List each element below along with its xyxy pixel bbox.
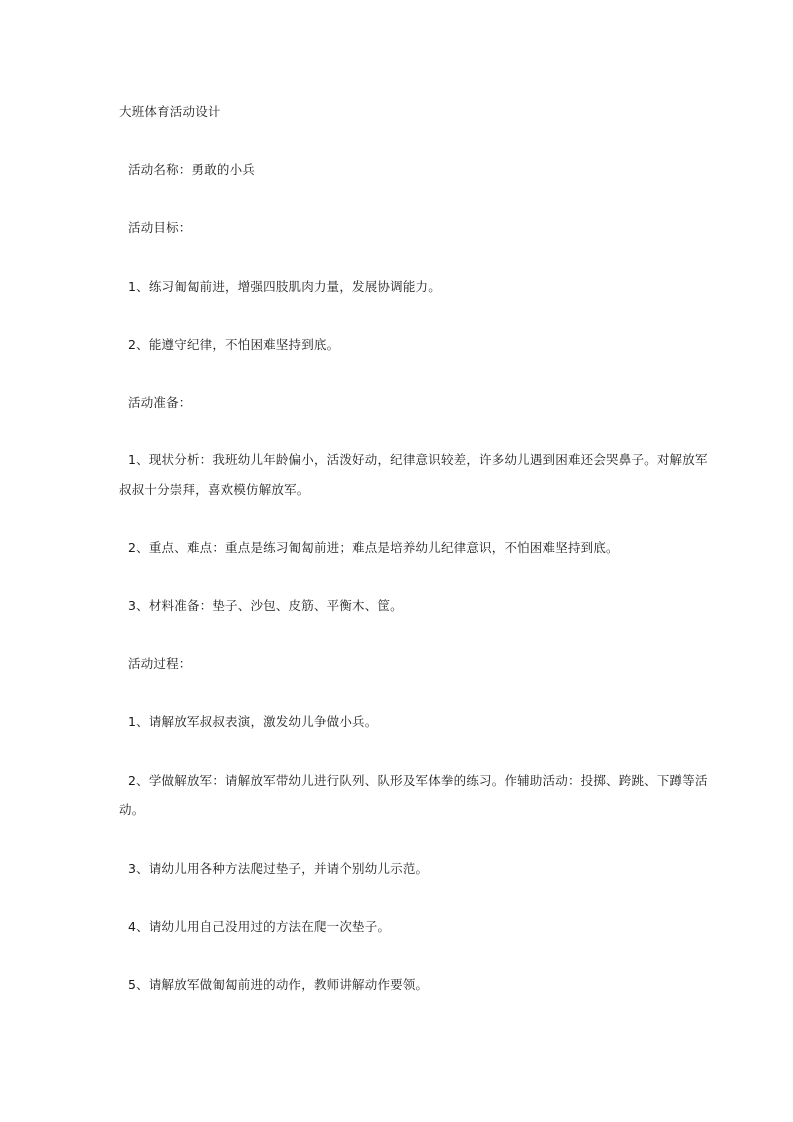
step-item-5: 5、请解放军做匍匐前进的动作，教师讲解动作要领。: [128, 977, 429, 992]
step-item-1: 1、请解放军叔叔表演，激发幼儿争做小兵。: [128, 714, 378, 729]
goals-heading: 活动目标：: [128, 220, 192, 235]
prep-item-3: 3、材料准备：垫子、沙包、皮筋、平衡木、筐。: [128, 598, 403, 613]
step-item-4: 4、请幼儿用自己没用过的方法在爬一次垫子。: [128, 919, 391, 934]
process-heading: 活动过程：: [128, 656, 192, 671]
prep-heading: 活动准备：: [128, 395, 192, 410]
step-item-2-line-2: 动。: [119, 802, 145, 817]
prep-item-2: 2、重点、难点：重点是练习匍匐前进；难点是培养幼儿纪律意识，不怕困难坚持到底。: [128, 540, 619, 555]
prep-item-1-line-1: 1、现状分析：我班幼儿年龄偏小，活泼好动，纪律意识较差，许多幼儿遇到困难还会哭鼻子。对解放军: [128, 452, 708, 467]
goal-item-2: 2、能遵守纪律，不怕困难坚持到底。: [128, 337, 340, 352]
activity-name: 活动名称：勇敢的小兵: [128, 162, 256, 177]
document-title: 大班体育活动设计: [119, 104, 221, 119]
step-item-2-line-1: 2、学做解放军：请解放军带幼儿进行队列、队形及军体拳的练习。作辅助活动：投掷、跨跳、下蹲等活: [128, 773, 708, 788]
goal-item-1: 1、练习匍匐前进，增强四肢肌肉力量，发展协调能力。: [128, 279, 441, 294]
step-item-3: 3、请幼儿用各种方法爬过垫子，并请个别幼儿示范。: [128, 861, 429, 876]
prep-item-1-line-2: 叔叔十分崇拜，喜欢模仿解放军。: [119, 482, 310, 497]
